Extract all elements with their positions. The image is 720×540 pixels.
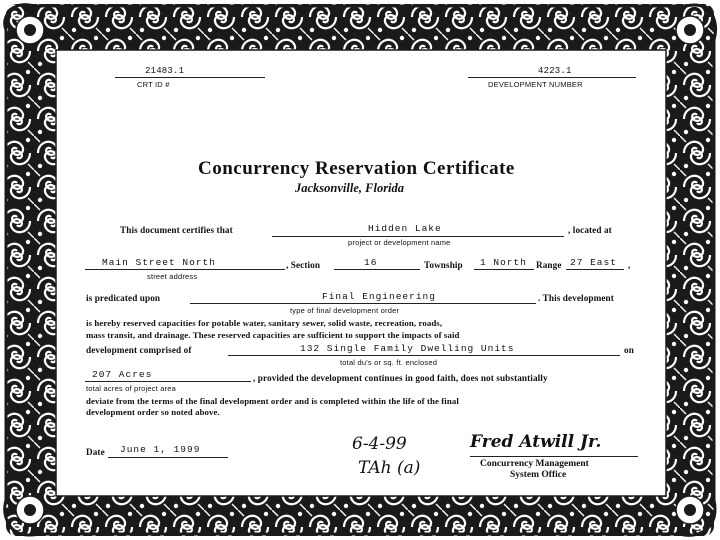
handwritten-initials: TAh (a) — [358, 458, 421, 478]
deviate-line-2: development order so noted above. — [86, 407, 220, 417]
office-line-1: Concurrency Management — [480, 459, 589, 469]
date-label: Date — [86, 447, 105, 457]
date-line — [108, 457, 228, 458]
street-address: Main Street North — [102, 257, 216, 268]
this-development-text: . This development — [538, 293, 614, 303]
handwritten-date: 6-4-99 — [352, 434, 407, 454]
order-value: Final Engineering — [322, 291, 436, 302]
dev-number-value: 4223.1 — [538, 66, 572, 76]
acres-label: total acres of project area — [86, 384, 177, 393]
date-value: June 1, 1999 — [120, 444, 201, 455]
dev-number-label: DEVELOPMENT NUMBER — [488, 80, 583, 89]
certifies-text: This document certifies that — [120, 225, 233, 235]
deviate-line-1: deviate from the terms of the final development order and is completed within the life of the final — [86, 396, 459, 406]
paragraph-line-2: mass transit, and drainage. These reserved capacities are sufficient to support the impacts of said — [86, 330, 460, 340]
range-end: , — [628, 260, 631, 270]
provided-text: , provided the development continues in good faith, does not substantially — [253, 373, 548, 383]
range-line — [566, 269, 624, 270]
township-line — [474, 269, 534, 270]
cert-id-line — [115, 77, 265, 78]
office-line-2: System Office — [510, 470, 567, 480]
comprised-label: total du's or sq. ft. enclosed — [340, 358, 438, 367]
comprised-text: development comprised of — [86, 345, 192, 355]
range-text: Range — [536, 260, 562, 270]
section-text: , Section — [286, 260, 321, 270]
cert-id-label: CRT ID # — [137, 80, 170, 89]
project-name: Hidden Lake — [368, 223, 442, 234]
order-line — [190, 303, 536, 304]
cert-id-value: 21483.1 — [145, 66, 185, 76]
section-value: 16 — [364, 257, 378, 268]
project-label: project or development name — [348, 238, 451, 247]
order-label: type of final development order — [290, 306, 400, 315]
township-text: Township — [424, 260, 463, 270]
comprised-line — [228, 355, 620, 356]
signature-line — [470, 456, 638, 457]
acres-line — [85, 381, 251, 382]
acres-value: 207 Acres — [92, 369, 153, 380]
signature: Fred Atwill Jr. — [470, 432, 602, 452]
located-at-text: , located at — [568, 225, 612, 235]
certificate-subtitle: Jacksonville, Florida — [295, 181, 405, 195]
section-line — [334, 269, 420, 270]
predicated-text: is predicated upon — [86, 293, 161, 303]
dev-number-line — [468, 77, 636, 78]
paragraph-line-1: is hereby reserved capacities for potable water, sanitary sewer, solid waste, recreation, roads, — [86, 318, 443, 328]
certificate-title: Concurrency Reservation Certificate — [198, 158, 515, 179]
street-line — [85, 269, 285, 270]
street-label: street address — [147, 272, 198, 281]
range-value: 27 East — [570, 257, 617, 268]
project-line — [272, 236, 564, 237]
on-text: on — [624, 345, 634, 355]
township-value: 1 North — [480, 257, 527, 268]
comprised-value: 132 Single Family Dwelling Units — [300, 343, 515, 354]
